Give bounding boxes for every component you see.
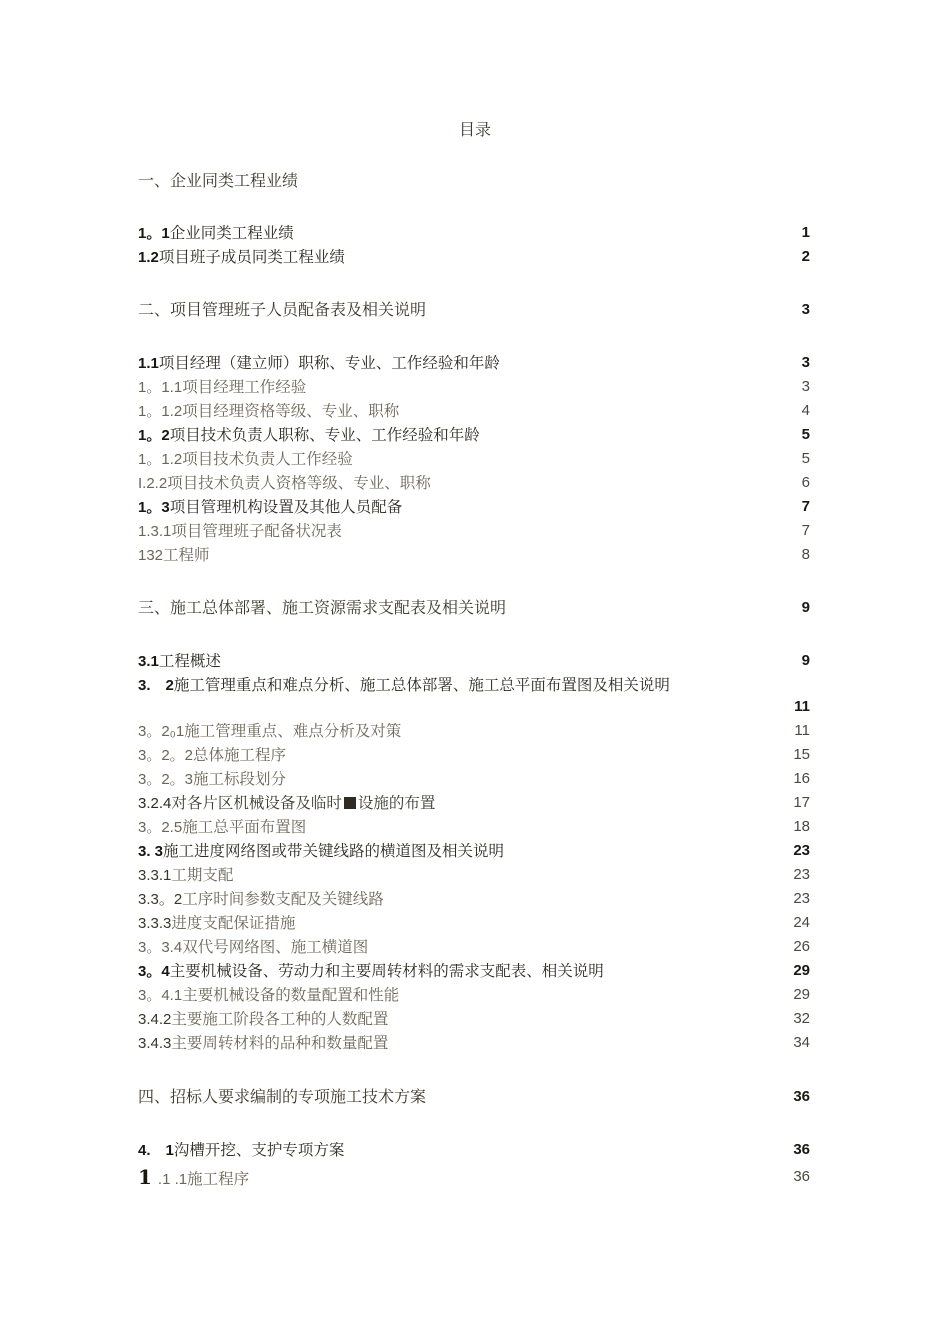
toc-entry-number: 1.3.1 xyxy=(138,523,172,540)
toc-entry-text: 对各片区机械设备及临时 xyxy=(171,794,342,812)
toc-entry-text: 进度支配保证措施 xyxy=(171,914,296,932)
toc-entry-number: 3。2。2 xyxy=(138,747,194,764)
toc-entry-number-suffix: .1 .1 xyxy=(157,1171,188,1188)
toc-entry-page: 36 xyxy=(793,1168,810,1185)
toc-entry-number: 1。3 xyxy=(138,499,170,516)
toc-entry[interactable] xyxy=(138,816,810,838)
toc-entry-page: 23 xyxy=(793,890,810,907)
toc-entry-text: 项目技术负责人工作经验 xyxy=(182,450,353,468)
toc-entry-number: 3。2.5 xyxy=(138,819,183,836)
toc-entry-text: 施工标段划分 xyxy=(193,770,287,788)
toc-entry-text: 主要周转材料的品种和数量配置 xyxy=(171,1034,389,1052)
toc-entry[interactable] xyxy=(138,1086,810,1108)
toc-entry[interactable] xyxy=(138,352,810,374)
toc-entry[interactable] xyxy=(138,1166,810,1188)
toc-entry-number: 3。2₀1 xyxy=(138,723,185,740)
toc-entry[interactable] xyxy=(138,424,810,446)
toc-entry-text: 主要施工阶段各工种的人数配置 xyxy=(171,1010,389,1028)
toc-entry-number: 3.2.4 xyxy=(138,795,172,812)
toc-entry-text: 项目班子成员同类工程业绩 xyxy=(158,248,345,266)
toc-entry-number: 3.3。2 xyxy=(138,891,183,908)
toc-entry-text: 工序时间参数支配及关键线路 xyxy=(182,890,384,908)
toc-entry[interactable] xyxy=(138,472,810,494)
toc-entry[interactable] xyxy=(138,448,810,470)
black-square-glyph xyxy=(344,797,356,809)
toc-entry-text: 工程概述 xyxy=(158,652,221,670)
toc-entry-page: 11 xyxy=(794,698,810,715)
toc-entry-text: 项目经理资格等级、专业、职称 xyxy=(182,402,400,420)
toc-entry-number: 3.4.3 xyxy=(138,1035,172,1052)
toc-entry-number: 132 xyxy=(138,547,164,564)
toc-entry[interactable] xyxy=(138,650,810,672)
toc-entry[interactable] xyxy=(138,744,810,766)
toc-entry[interactable] xyxy=(138,792,810,814)
toc-entry-page: 5 xyxy=(801,426,810,443)
toc-entry-text: 施工管理重点、难点分析及对策 xyxy=(184,722,402,740)
toc-entry-text: 双代号网络图、施工横道图 xyxy=(182,938,369,956)
toc-entry-text: 总体施工程序 xyxy=(193,746,287,764)
toc-entry-page: 23 xyxy=(793,842,810,859)
toc-entry-text: 企业同类工程业绩 xyxy=(169,224,294,242)
toc-entry-number: 1 xyxy=(138,1165,152,1189)
toc-entry-page: 1 xyxy=(801,224,810,241)
toc-entry-text: 项目管理班子配备状况表 xyxy=(171,522,342,540)
toc-entry-number: 4. 1 xyxy=(138,1142,174,1159)
toc-entry-text: 工期支配 xyxy=(171,866,234,884)
toc-entry[interactable] xyxy=(138,936,810,958)
toc-entry-page: 3 xyxy=(801,301,810,318)
toc-entry[interactable] xyxy=(138,597,810,619)
toc-entry-page: 11 xyxy=(794,722,810,739)
toc-entry-page: 5 xyxy=(801,450,810,467)
toc-entry-text: 项目管理机构设置及其他人员配备 xyxy=(169,498,403,516)
toc-entry-number: 3. 3 xyxy=(138,843,164,860)
toc-entry[interactable] xyxy=(138,720,810,742)
toc-entry-page: 26 xyxy=(793,938,810,955)
toc-entry-text: 施工程序 xyxy=(187,1170,250,1188)
toc-entry-text: 项目技术负责人资格等级、专业、职称 xyxy=(167,474,431,492)
toc-entry-number: 1。2 xyxy=(138,427,170,444)
toc-entry-number: 1.2 xyxy=(138,249,159,266)
toc-entry-text: 四、招标人要求编制的专项施工技术方案 xyxy=(138,1087,427,1106)
toc-entry-number: 3。3.4 xyxy=(138,939,183,956)
toc-entry-number: 3.3.3 xyxy=(138,915,172,932)
toc-entry[interactable] xyxy=(138,246,810,268)
toc-entry-text: 项目技术负责人职称、专业、工作经验和年龄 xyxy=(169,426,480,444)
toc-entry[interactable] xyxy=(138,496,810,518)
toc-entry-text: 主要机械设备、劳动力和主要周转材料的需求支配表、相关说明 xyxy=(169,962,604,980)
toc-entry-text: 沟槽开挖、支护专项方案 xyxy=(173,1141,345,1159)
toc-entry-page: 15 xyxy=(793,746,810,763)
toc-entry[interactable] xyxy=(138,376,810,398)
toc-entry-page: 7 xyxy=(801,522,810,539)
toc-entry-page: 36 xyxy=(793,1088,810,1105)
toc-entry-page: 7 xyxy=(801,498,810,515)
toc-entry-number: 3。4 xyxy=(138,963,170,980)
toc-entry-text: 施工进度网络图或带关键线路的横道图及相关说明 xyxy=(163,842,505,860)
toc-entry-page: 3 xyxy=(801,378,810,395)
toc-entry[interactable] xyxy=(138,674,810,696)
toc-entry-page: 6 xyxy=(801,474,810,491)
toc-entry[interactable] xyxy=(138,984,810,1006)
toc-entry[interactable] xyxy=(138,170,810,192)
toc-entry-text: 施工管理重点和难点分析、施工总体部署、施工总平面布置图及相关说明 xyxy=(173,676,670,694)
toc-entry-number: 1。1.2 xyxy=(138,403,183,420)
toc-entry-text: 主要机械设备的数量配置和性能 xyxy=(182,986,400,1004)
toc-entry-number: 3。4.1 xyxy=(138,987,183,1004)
toc-entry[interactable] xyxy=(138,400,810,422)
toc-entry-page: 29 xyxy=(793,986,810,1003)
toc-entry[interactable] xyxy=(138,960,810,982)
toc-entry-text: 二、项目管理班子人员配备表及相关说明 xyxy=(138,300,427,319)
toc-entry[interactable] xyxy=(138,299,810,321)
toc-entry[interactable] xyxy=(138,888,810,910)
toc-entry-page: 9 xyxy=(801,599,810,616)
toc-entry[interactable] xyxy=(138,1139,810,1161)
toc-entry-page: 34 xyxy=(793,1034,810,1051)
toc-entry-page: 23 xyxy=(793,866,810,883)
toc-entry[interactable] xyxy=(138,1032,810,1054)
toc-entry-number: 3. 2 xyxy=(138,677,174,694)
toc-entry-page: 24 xyxy=(793,914,810,931)
toc-entry-text: 工程师 xyxy=(163,546,210,564)
toc-entry-page: 32 xyxy=(793,1010,810,1027)
toc-entry-text: 项目经理（建立师）职称、专业、工作经验和年龄 xyxy=(158,354,500,372)
toc-entry[interactable] xyxy=(138,768,810,790)
toc-entry[interactable] xyxy=(138,544,810,566)
toc-entry[interactable] xyxy=(138,222,810,244)
toc-entry-continuation[interactable] xyxy=(138,696,810,718)
toc-entry[interactable] xyxy=(138,840,810,862)
toc-entry-text: 三、施工总体部署、施工资源需求支配表及相关说明 xyxy=(138,598,507,617)
toc-entry-page: 36 xyxy=(793,1141,810,1158)
toc-entry[interactable] xyxy=(138,864,810,886)
toc-entry[interactable] xyxy=(138,1008,810,1030)
toc-entry[interactable] xyxy=(138,912,810,934)
toc-entry-number: I.2.2 xyxy=(138,475,168,492)
toc-entry-text: 项目经理工作经验 xyxy=(182,378,307,396)
toc-entry-number: 1。1.1 xyxy=(138,379,183,396)
toc-entry-page: 3 xyxy=(801,354,810,371)
toc-entry-number: 3.1 xyxy=(138,653,159,670)
toc-entry-number: 3.4.2 xyxy=(138,1011,172,1028)
toc-entry-text: 施工总平面布置图 xyxy=(182,818,307,836)
toc-entry-page: 4 xyxy=(801,402,810,419)
toc-entry-number: 1。1.2 xyxy=(138,451,183,468)
toc-entry-page: 8 xyxy=(801,546,810,563)
toc-entry-page: 17 xyxy=(793,794,810,811)
toc-entry-number: 3.3.1 xyxy=(138,867,172,884)
toc-entry-text: 一、企业同类工程业绩 xyxy=(138,171,299,190)
toc-entry-number: 1。1 xyxy=(138,225,170,242)
toc-entry-page: 9 xyxy=(801,652,810,669)
toc-title: 目录 xyxy=(458,120,491,139)
toc-entry[interactable] xyxy=(138,520,810,542)
toc-entry-page: 29 xyxy=(793,962,810,979)
toc-entry-number: 1.1 xyxy=(138,355,159,372)
toc-entry-number: 3。2。3 xyxy=(138,771,194,788)
toc-entry-page: 18 xyxy=(793,818,810,835)
toc-entry-text-continued: 设施的布置 xyxy=(357,794,436,812)
toc-entry-page: 16 xyxy=(793,770,810,787)
toc-entry-page: 2 xyxy=(801,248,810,265)
